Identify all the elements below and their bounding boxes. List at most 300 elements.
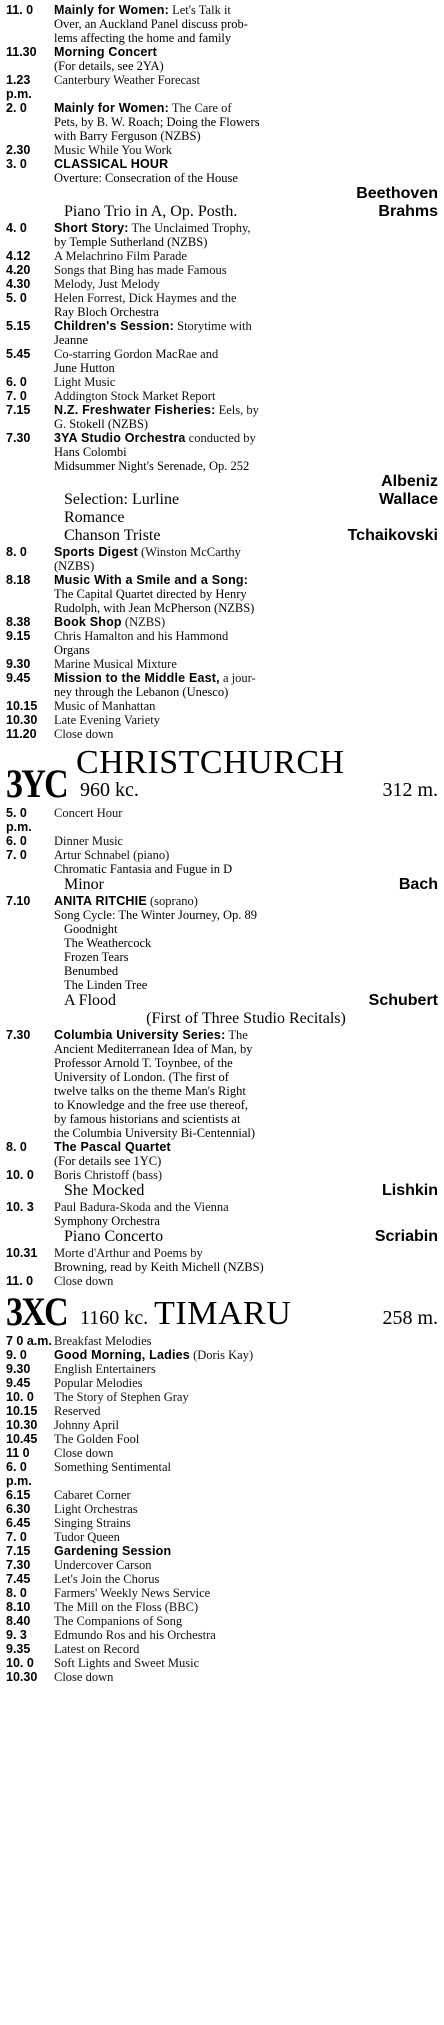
program-entry	[6, 403, 438, 417]
program-title: ANITA RITCHIE	[54, 894, 147, 908]
program-time: 10.31	[6, 1246, 38, 1260]
program-description: The	[228, 1028, 248, 1042]
program-time: 9. 0	[6, 1348, 27, 1362]
program-detail: Jeanne	[54, 333, 89, 347]
program-line	[54, 1614, 438, 1628]
work-line	[6, 491, 438, 509]
program-line	[54, 319, 438, 333]
program-description: (NZBS)	[124, 615, 166, 629]
program-description: A Melachrino Film Parade	[54, 249, 187, 263]
program-description: Eels, by	[218, 403, 259, 417]
work-title: Piano Trio in A, Op. Posth.	[64, 203, 238, 220]
program-entry	[6, 1432, 438, 1446]
program-entry	[6, 727, 438, 741]
program-line	[54, 157, 438, 171]
program-time: 8.18	[6, 573, 31, 587]
program-entry	[6, 375, 438, 389]
program-time: 10.45	[6, 1432, 38, 1446]
program-entry	[6, 1670, 438, 1684]
composer-credit: Wallace	[379, 491, 438, 508]
program-line	[54, 375, 438, 389]
program-description: a jour-	[222, 671, 256, 685]
program-description: Let's Join the Chorus	[54, 1572, 160, 1586]
program-entry	[6, 249, 438, 263]
program-line	[54, 1432, 438, 1446]
program-detail: June Hutton	[54, 361, 115, 375]
program-time: 7.30	[6, 1558, 31, 1572]
program-description: Singing Strains	[54, 1516, 131, 1530]
program-description: Canterbury Weather Forecast	[54, 73, 200, 87]
program-list-3yc	[6, 806, 438, 876]
program-entry	[6, 615, 438, 629]
program-line	[54, 1600, 438, 1614]
song-cycle-list	[6, 922, 438, 992]
program-entry	[6, 657, 438, 671]
program-description: Light Orchestras	[54, 1502, 138, 1516]
program-line	[54, 73, 438, 101]
program-entry	[6, 101, 438, 115]
program-detail: (For details see 1YC)	[54, 1154, 162, 1168]
program-line	[54, 277, 438, 291]
program-line	[54, 1572, 438, 1586]
program-line	[54, 1362, 438, 1376]
program-description: Farmers' Weekly News Service	[54, 1586, 211, 1600]
program-title: Mainly for Women:	[54, 3, 169, 17]
program-description: Cabaret Corner	[54, 1488, 131, 1502]
program-time: 7. 0	[6, 389, 27, 403]
program-description: Late Evening Variety	[54, 713, 160, 727]
program-detail: Professor Arnold T. Toynbee, of the	[54, 1056, 233, 1070]
work-line	[6, 1228, 438, 1246]
program-description: Popular Melodies	[54, 1376, 143, 1390]
program-time: 5.45	[6, 347, 31, 361]
composer-credit: Tchaikovski	[347, 527, 438, 544]
program-detail: (NZBS)	[54, 559, 95, 573]
work-line	[6, 527, 438, 545]
program-line	[54, 1670, 438, 1684]
program-entry	[6, 671, 438, 685]
program-description: The Mill on the Floss (BBC)	[54, 1600, 199, 1614]
program-description: The Unclaimed Trophy,	[131, 221, 251, 235]
program-detail: by famous historians and scientists at	[54, 1112, 241, 1126]
program-entry	[6, 157, 438, 171]
program-line	[54, 1246, 438, 1260]
program-line	[54, 389, 438, 403]
program-line	[54, 347, 438, 361]
program-time: 7. 0	[6, 1530, 27, 1544]
program-line	[54, 629, 438, 643]
program-time: 10. 0	[6, 1168, 34, 1182]
program-line	[54, 45, 438, 59]
station-call-sign: 3YC	[6, 761, 68, 806]
program-line	[54, 1404, 438, 1418]
program-description: Reserved	[54, 1404, 101, 1418]
program-entry	[6, 1488, 438, 1502]
program-list-3xc	[6, 1334, 438, 1684]
program-description: Marine Musical Mixture	[54, 657, 177, 671]
program-entry	[6, 1502, 438, 1516]
program-time: 4.20	[6, 263, 31, 277]
program-line	[54, 1488, 438, 1502]
station-frequency: 960 kc.	[80, 779, 139, 801]
program-line	[54, 1656, 438, 1670]
program-entry	[6, 699, 438, 713]
program-description: Concert Hour	[54, 806, 123, 820]
program-line	[54, 263, 438, 277]
composer-credit: Bach	[398, 876, 438, 893]
program-entry	[6, 1516, 438, 1530]
program-time: 7.45	[6, 1572, 31, 1586]
program-time: 10.30	[6, 1670, 38, 1684]
program-time: 9.15	[6, 629, 31, 643]
program-line	[54, 1200, 438, 1214]
program-line	[54, 848, 438, 862]
program-line	[54, 1028, 438, 1042]
program-entry	[6, 221, 438, 235]
program-time: 10.30	[6, 713, 38, 727]
song-title: Benumbed	[64, 964, 119, 978]
program-line	[54, 806, 438, 834]
program-time: 11.20	[6, 727, 37, 741]
program-line	[54, 1642, 438, 1656]
program-line	[54, 834, 438, 848]
station-frequency: 1160 kc.	[80, 1307, 149, 1329]
program-entry	[6, 1168, 438, 1182]
program-title: Mission to the Middle East,	[54, 671, 220, 685]
station-call-sign: 3XC	[6, 1289, 68, 1334]
program-time: 6. 0 p.m.	[6, 1460, 32, 1488]
program-entry	[6, 1376, 438, 1390]
program-time: 7.30	[6, 431, 31, 445]
program-entry	[6, 629, 438, 643]
program-detail: The Capital Quartet directed by Henry	[54, 587, 247, 601]
program-detail: University of London. (The first of	[54, 1070, 229, 1084]
program-entry	[6, 1362, 438, 1376]
program-entry	[6, 1614, 438, 1628]
program-description: Melody, Just Melody	[54, 277, 160, 291]
program-entry	[6, 291, 438, 305]
program-time: 8. 0	[6, 545, 27, 559]
program-line	[54, 249, 438, 263]
station-wavelength: 312 m.	[382, 779, 438, 801]
program-entry	[6, 431, 438, 445]
program-description: Something Sentimental	[54, 1460, 172, 1474]
program-description: Let's Talk it	[172, 3, 231, 17]
program-time: 8.10	[6, 1600, 31, 1614]
program-detail: G. Stokell (NZBS)	[54, 417, 149, 431]
composer-credit: Albeniz	[381, 473, 438, 490]
program-title: Short Story:	[54, 221, 129, 235]
station-city: CHRISTCHURCH	[76, 744, 345, 781]
program-time: 10. 0	[6, 1656, 34, 1670]
program-time: 7. 0	[6, 848, 27, 862]
program-entry	[6, 1572, 438, 1586]
program-time: 9. 3	[6, 1628, 27, 1642]
program-entry	[6, 1028, 438, 1042]
program-description: Light Music	[54, 375, 116, 389]
program-entry	[6, 1140, 438, 1154]
program-description: (soprano)	[150, 894, 198, 908]
program-list-3yc-recital	[6, 894, 438, 922]
program-detail: Hans Colombi	[54, 445, 127, 459]
program-line	[54, 1390, 438, 1404]
work-title: Piano Concerto	[64, 1228, 164, 1245]
program-detail: Rudolph, with Jean McPherson (NZBS)	[54, 601, 255, 615]
work-title: Romance	[64, 509, 125, 526]
work-title: A Flood	[64, 992, 117, 1009]
program-line	[54, 713, 438, 727]
program-description: Songs that Bing has made Famous	[54, 263, 227, 277]
program-line	[54, 727, 438, 741]
program-entry	[6, 45, 438, 59]
composer-credit: Beethoven	[356, 185, 438, 202]
program-list-3yc-evening	[6, 1028, 438, 1182]
program-line	[54, 291, 438, 305]
program-description: conducted by	[188, 431, 256, 445]
program-title: The Pascal Quartet	[54, 1140, 171, 1154]
program-line	[54, 1628, 438, 1642]
program-line	[54, 894, 438, 908]
program-entry	[6, 1600, 438, 1614]
program-time: 8. 0	[6, 1586, 27, 1600]
program-detail: the Columbia University Bi-Centennial)	[54, 1126, 256, 1140]
program-entry	[6, 1418, 438, 1432]
program-time: 2. 0	[6, 101, 27, 115]
program-detail: with Barry Ferguson (NZBS)	[54, 129, 201, 143]
program-description: Johnny April	[54, 1418, 119, 1432]
program-description: Close down	[54, 1446, 114, 1460]
program-entry	[6, 263, 438, 277]
program-detail: Ray Bloch Orchestra	[54, 305, 159, 319]
program-time: 3. 0	[6, 157, 27, 171]
program-description: Dinner Music	[54, 834, 124, 848]
program-time: 10.30	[6, 1418, 38, 1432]
program-description: English Entertainers	[54, 1362, 156, 1376]
program-description: The Story of Stephen Gray	[54, 1390, 189, 1404]
program-time: 9.45	[6, 671, 31, 685]
program-detail: Ancient Mediterranean Idea of Man, by	[54, 1042, 253, 1056]
program-description: Music While You Work	[54, 143, 172, 157]
program-description: (Winston McCarthy	[141, 545, 241, 559]
program-time: 11 0	[6, 1446, 30, 1460]
program-time: 7.15	[6, 403, 31, 417]
song-title: The Weathercock	[64, 936, 152, 950]
program-time: 2.30	[6, 143, 31, 157]
program-time: 6. 0	[6, 834, 27, 848]
program-time: 10.15	[6, 699, 38, 713]
program-title: Mainly for Women:	[54, 101, 169, 115]
program-list-3yc-close	[6, 1246, 438, 1288]
program-description: Soft Lights and Sweet Music	[54, 1656, 200, 1670]
program-entry	[6, 389, 438, 403]
program-detail: Midsummer Night's Serenade, Op. 252	[54, 459, 250, 473]
program-entry	[6, 1544, 438, 1558]
program-time: 7.30	[6, 1028, 31, 1042]
program-title: Sports Digest	[54, 545, 138, 559]
program-line	[54, 615, 438, 629]
work-line	[6, 1182, 438, 1200]
program-detail: Over, an Auckland Panel discuss prob-	[54, 17, 248, 31]
program-detail: Organs	[54, 643, 90, 657]
program-detail: Chromatic Fantasia and Fugue in D	[54, 862, 233, 876]
work-title: Chanson Triste	[64, 527, 161, 544]
program-entry	[6, 1530, 438, 1544]
program-entry	[6, 143, 438, 157]
program-detail: Browning, read by Keith Michell (NZBS)	[54, 1260, 264, 1274]
program-title: N.Z. Freshwater Fisheries:	[54, 403, 216, 417]
program-line	[54, 699, 438, 713]
program-time: 4. 0	[6, 221, 27, 235]
program-time: 8.38	[6, 615, 31, 629]
program-description: Music of Manhattan	[54, 699, 156, 713]
program-line	[54, 221, 438, 235]
program-entry	[6, 834, 438, 848]
program-entry	[6, 3, 438, 17]
program-entry	[6, 1586, 438, 1600]
program-time: 7.10	[6, 894, 31, 908]
program-detail: twelve talks on the theme Man's Right	[54, 1084, 246, 1098]
program-description: The Companions of Song	[54, 1614, 183, 1628]
work-title: She Mocked	[64, 1182, 145, 1199]
program-entry	[6, 545, 438, 559]
program-description: The Golden Fool	[54, 1432, 140, 1446]
program-entry	[6, 894, 438, 908]
program-line	[54, 1530, 438, 1544]
program-description: Paul Badura-Skoda and the Vienna	[54, 1200, 229, 1214]
program-time: 11.30	[6, 45, 37, 59]
program-time: 5. 0	[6, 291, 27, 305]
program-time: 9.45	[6, 1376, 31, 1390]
program-list-3ya-morning	[6, 3, 438, 185]
program-time: 9.30	[6, 657, 31, 671]
program-time: 10. 0	[6, 1390, 34, 1404]
program-entry	[6, 1334, 438, 1348]
program-detail: Pets, by B. W. Roach; Doing the Flowers	[54, 115, 260, 129]
program-list-3ya-afternoon	[6, 221, 438, 473]
program-line	[54, 573, 438, 587]
program-time: 6.30	[6, 1502, 31, 1516]
station-wavelength: 258 m.	[382, 1307, 438, 1329]
program-line	[54, 101, 438, 115]
program-title: Morning Concert	[54, 45, 157, 59]
program-time: 5. 0 p.m.	[6, 806, 32, 834]
program-detail: Symphony Orchestra	[54, 1214, 160, 1228]
program-time: 8.40	[6, 1614, 31, 1628]
program-title: Music With a Smile and a Song:	[54, 573, 249, 587]
program-entry	[6, 573, 438, 587]
program-title: Book Shop	[54, 615, 122, 629]
program-description: The Care of	[171, 101, 232, 115]
program-line	[54, 3, 438, 17]
program-entry	[6, 1348, 438, 1362]
work-title: Selection: Lurline	[64, 491, 180, 508]
program-line	[54, 1418, 438, 1432]
program-time: 7 0 a.m.	[6, 1334, 52, 1348]
program-entry	[6, 1274, 438, 1288]
work-line	[6, 876, 438, 894]
program-entry	[6, 1446, 438, 1460]
program-line	[54, 143, 438, 157]
program-detail: by Temple Sutherland (NZBS)	[54, 235, 208, 249]
work-line	[6, 992, 438, 1010]
program-line	[54, 1168, 438, 1182]
program-title: Gardening Session	[54, 1544, 172, 1558]
work-title: Minor	[64, 876, 104, 893]
program-title: Good Morning, Ladies	[54, 1348, 190, 1362]
program-description: Breakfast Melodies	[54, 1334, 152, 1348]
program-detail: (For details, see 2YA)	[54, 59, 164, 73]
program-description: Close down	[54, 727, 114, 741]
program-entry	[6, 347, 438, 361]
program-description: Helen Forrest, Dick Haymes and the	[54, 291, 237, 305]
program-time: 11. 0	[6, 1274, 34, 1288]
program-description: Close down	[54, 1670, 114, 1684]
program-entry	[6, 1642, 438, 1656]
program-entry	[6, 73, 438, 101]
program-line	[54, 1460, 438, 1488]
program-description: Tudor Queen	[54, 1530, 120, 1544]
program-entry	[6, 1628, 438, 1642]
program-line	[54, 1334, 438, 1348]
program-title: 3YA Studio Orchestra	[54, 431, 186, 445]
work-line	[6, 203, 438, 221]
composer-credit: Schubert	[368, 992, 438, 1009]
program-line	[54, 1140, 438, 1154]
program-line	[54, 671, 438, 685]
program-description: Chris Hamalton and his Hammond	[54, 629, 229, 643]
program-entry	[6, 1460, 438, 1488]
program-time: 10. 3	[6, 1200, 34, 1214]
program-description: Storytime with	[177, 319, 252, 333]
program-entry	[6, 1200, 438, 1214]
program-title: Columbia University Series:	[54, 1028, 226, 1042]
program-detail: lems affecting the home and family	[54, 31, 232, 45]
program-time: 5.15	[6, 319, 31, 333]
program-line	[54, 1376, 438, 1390]
program-entry	[6, 319, 438, 333]
program-detail: Song Cycle: The Winter Journey, Op. 89	[54, 908, 258, 922]
song-title: Frozen Tears	[64, 950, 129, 964]
program-time: 10.15	[6, 1404, 38, 1418]
composer-credit: Lishkin	[381, 1182, 438, 1199]
program-description: Boris Christoff (bass)	[54, 1168, 163, 1182]
program-line	[54, 1348, 438, 1362]
composer-credit: Brahms	[378, 203, 438, 220]
program-time: 11. 0	[6, 3, 34, 17]
program-time: 4.12	[6, 249, 31, 263]
program-time: 9.30	[6, 1362, 31, 1376]
program-title: CLASSICAL HOUR	[54, 157, 169, 171]
program-line	[54, 403, 438, 417]
program-line	[54, 1558, 438, 1572]
station-city: TIMARU	[154, 1295, 292, 1332]
program-entry	[6, 1246, 438, 1260]
program-entry	[6, 1656, 438, 1670]
program-line	[54, 1544, 438, 1558]
program-time: 6.15	[6, 1488, 31, 1502]
program-line	[54, 657, 438, 671]
program-description: Undercover Carson	[54, 1558, 152, 1572]
program-entry	[6, 277, 438, 291]
program-line	[54, 1446, 438, 1460]
song-title: The Linden Tree	[64, 978, 148, 992]
program-detail: ney through the Lebanon (Unesco)	[54, 685, 229, 699]
program-list-3yc-late	[6, 1200, 438, 1228]
program-line	[54, 1516, 438, 1530]
program-description: Edmundo Ros and his Orchestra	[54, 1628, 216, 1642]
program-time: 1.23 p.m.	[6, 73, 32, 101]
program-entry	[6, 1390, 438, 1404]
